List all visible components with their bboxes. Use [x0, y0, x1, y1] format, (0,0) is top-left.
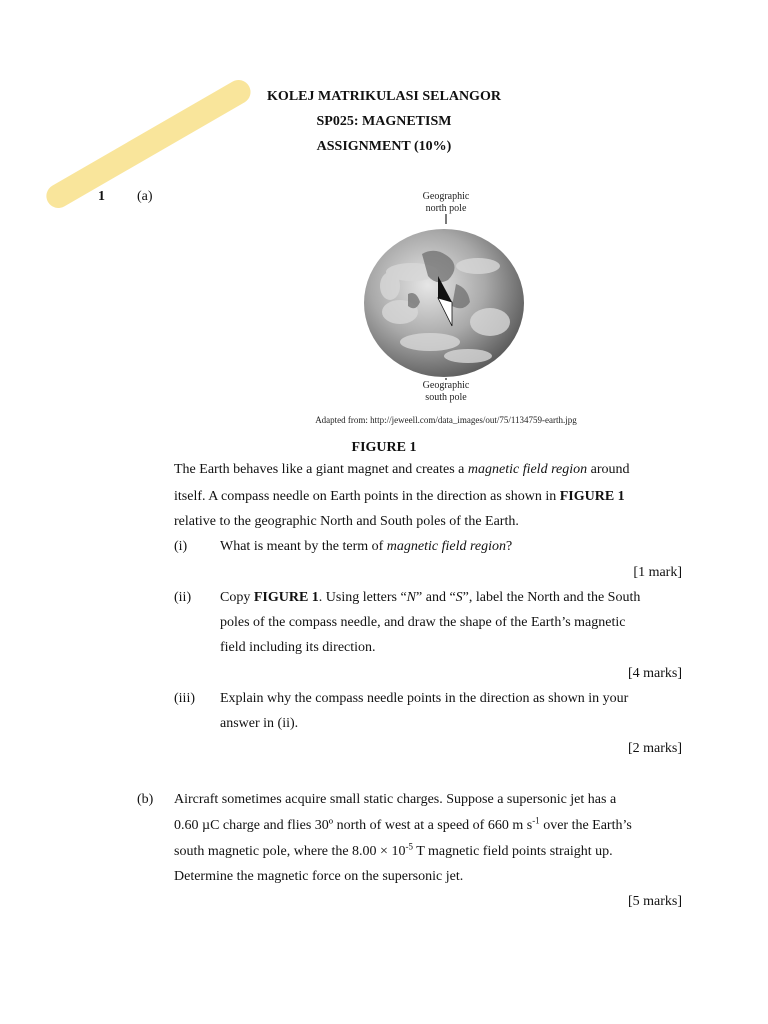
intro-line-2 — [174, 489, 684, 505]
intro-line-1 — [174, 462, 684, 478]
part-b-marks: [5 marks] — [627, 894, 682, 909]
intro-term: magnetic field region — [467, 462, 588, 477]
question-ii-line-2: poles of the compass needle, and draw the shape of the Earth’s magnetic — [220, 615, 626, 630]
question-iii-label: (iii) — [174, 691, 195, 706]
question-iii-line-2: answer in (ii). — [220, 716, 299, 731]
figure-bottom-label-line1: Geographic — [422, 380, 470, 391]
question-ii-line-1 — [220, 590, 684, 606]
figure-caption: FIGURE 1 — [351, 440, 417, 455]
question-text: ? — [506, 539, 513, 554]
part-b-line-2 — [174, 815, 684, 834]
figure-source: Adapted from: http://jeweell.com/data_images/out/75/1134759-earth.jpg — [315, 415, 577, 425]
figure-reference: FIGURE 1 — [253, 590, 319, 605]
question-iii-line-1: Explain why the compass needle points in the direction as shown in your — [220, 691, 629, 706]
figure-top-label-line2: north pole — [425, 203, 467, 214]
question-i-label: (i) — [174, 539, 188, 554]
letter-s: S — [455, 590, 463, 605]
assignment-title: ASSIGNMENT (10%) — [316, 139, 452, 154]
part-b-label: (b) — [137, 792, 154, 807]
intro-text: around — [587, 462, 630, 477]
question-text: ” and “ — [416, 590, 456, 605]
question-text: south magnetic pole, where the 8.00 × 10 — [174, 844, 406, 859]
intro-text: The Earth behaves like a giant magnet and creates a — [174, 462, 468, 477]
question-i-text — [220, 539, 684, 555]
figure-top-label-line1: Geographic — [422, 191, 470, 202]
question-text: What is meant by the term of — [220, 539, 387, 554]
part-a-label: (a) — [137, 189, 153, 204]
question-ii-line-3: field including its direction. — [220, 640, 376, 655]
question-text: ”, label the North and the South — [462, 590, 641, 605]
exponent: -5 — [405, 841, 413, 852]
earth-figure — [360, 214, 530, 380]
letter-n: N — [406, 590, 417, 605]
question-text: over the Earth’s — [539, 818, 632, 833]
intro-text: itself. A compass needle on Earth points in the direction as shown in — [174, 489, 560, 504]
figure-bottom-label-line2: south pole — [425, 392, 467, 403]
figure-top-label — [384, 191, 508, 215]
question-number: 1 — [98, 189, 105, 204]
part-b-line-4: Determine the magnetic force on the supersonic jet. — [174, 869, 464, 884]
question-term: magnetic field region — [386, 539, 507, 554]
question-text: T magnetic field points straight up. — [412, 844, 613, 859]
college-title: KOLEJ MATRIKULASI SELANGOR — [267, 89, 501, 104]
course-title: SP025: MAGNETISM — [316, 114, 452, 129]
question-iii-marks: [2 marks] — [627, 741, 682, 756]
figure-bottom-label — [384, 380, 508, 404]
part-b-line-1: Aircraft sometimes acquire small static charges. Suppose a supersonic jet has a — [174, 792, 617, 807]
part-b-line-3 — [174, 841, 684, 860]
question-text: . Using letters “ — [318, 590, 407, 605]
question-text: Copy — [220, 590, 254, 605]
question-ii-marks: [4 marks] — [627, 666, 682, 681]
question-ii-label: (ii) — [174, 590, 192, 605]
question-text: 0.60 µC charge and flies 30º north of west at a speed of 660 m s — [174, 818, 533, 833]
question-i-marks: [1 mark] — [633, 565, 682, 580]
intro-line-3: relative to the geographic North and South poles of the Earth. — [174, 514, 519, 529]
exponent: -1 — [532, 815, 540, 826]
figure-reference: FIGURE 1 — [559, 489, 625, 504]
